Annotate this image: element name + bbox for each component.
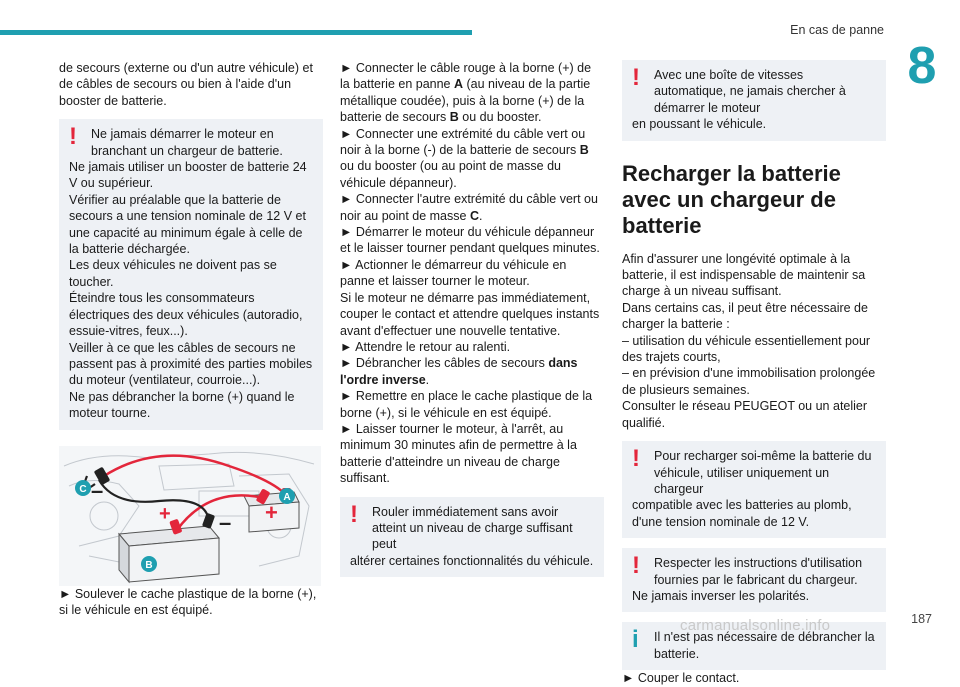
jumpstart-illustration bbox=[59, 446, 321, 586]
label-a bbox=[279, 488, 295, 504]
svg-text:+: + bbox=[159, 502, 171, 525]
warning-line: Les deux véhicules ne doivent pas se toucher. bbox=[69, 258, 277, 289]
warning-box-instructions bbox=[622, 548, 886, 612]
warning-line: Ne pas débrancher la borne (+) quand le moteur tourne. bbox=[69, 389, 295, 421]
svg-text:–: – bbox=[91, 477, 104, 503]
warning-first-line: Pour recharger soi-même la batterie du véhicule, utiliser uniquement un chargeur bbox=[654, 449, 872, 496]
label-c bbox=[75, 480, 91, 496]
warning-line: Ne jamais inverser les polarités. bbox=[632, 588, 810, 603]
info-text: Il n'est pas nécessaire de débrancher la batterie. bbox=[654, 630, 875, 661]
header-accent-bar bbox=[0, 30, 472, 35]
chapter-number: 8 bbox=[907, 37, 937, 95]
warning-line: Éteindre tous les consommateurs électriques des deux véhicules (autoradio, essuie-vitres, feux...). bbox=[69, 291, 303, 339]
svg-text:A: A bbox=[283, 491, 291, 503]
step-connect-red: ► Connecter le câble rouge à la borne (+) de la batterie en panne A (au niveau de la partie métallique coudée), puis à la borne (+) de la batterie de secours B ou du booster. bbox=[340, 61, 592, 125]
warning-first-line: Respecter les instructions d'utilisation fournies par le fabricant du chargeur. bbox=[654, 556, 863, 587]
warning-line: compatible avec les batteries au plomb, d'une tension nominale de 12 V. bbox=[632, 498, 852, 529]
warning-icon: ! bbox=[350, 500, 358, 528]
step-disconnect: ► Débrancher les câbles de secours dans l'ordre inverse. bbox=[340, 356, 578, 387]
step-idle: ► Attendre le retour au ralenti. bbox=[340, 339, 511, 354]
note-retry: Si le moteur ne démarre pas immédiatement, couper le contact et attendre quelques instants avant d'effectuer une nouvelle tentative. bbox=[340, 290, 600, 338]
step-ignition-off: ► Couper le contact. bbox=[622, 671, 740, 686]
step-crank: ► Actionner le démarreur du véhicule en panne et laisser tourner le moteur. bbox=[340, 257, 567, 289]
warning-first-line: Avec une boîte de vitesses automatique, ne jamais chercher à démarrer le moteur bbox=[654, 68, 846, 115]
section-heading: Recharger la batterie avec un chargeur de batterie bbox=[622, 160, 841, 238]
step-replace-cover: ► Remettre en place le cache plastique de la borne (+), si le véhicule en est équipé. bbox=[340, 389, 593, 420]
list-item: – utilisation du véhicule essentiellement pour des trajets courts, bbox=[622, 333, 871, 365]
warning-box-charge bbox=[340, 497, 604, 578]
warning-first-line: Rouler immédiatement sans avoir atteint un niveau de charge suffisant peut bbox=[372, 504, 573, 552]
list-item: – en prévision d'une immobilisation prolongée de plusieurs semaines. bbox=[622, 366, 876, 397]
warning-line: Ne jamais utiliser un booster de batterie 24 V ou supérieur. bbox=[69, 160, 307, 191]
warning-box-automatic bbox=[622, 60, 886, 141]
warning-line: Veiller à ce que les câbles de secours ne passent pas à proximité des parties mobiles du moteur (ventilateur, courroie...). bbox=[69, 340, 313, 388]
warning-box-charger bbox=[622, 441, 886, 538]
svg-text:+: + bbox=[265, 499, 278, 525]
warning-icon: ! bbox=[632, 552, 640, 580]
step-lift-cover: ► Soulever le cache plastique de la borne (+), si le véhicule en est équipé. bbox=[59, 586, 317, 617]
intro-text: de secours (externe ou d'un autre véhicule) et de câbles de secours ou bien à l'aide d'un booster de batterie. bbox=[59, 61, 313, 108]
warning-icon: ! bbox=[69, 123, 77, 151]
label-b bbox=[141, 556, 157, 572]
section-title: En cas de panne bbox=[790, 23, 884, 37]
step-connect-black: ► Connecter une extrémité du câble vert ou noir à la borne (-) de la batterie de secours B ou du booster (ou au point de masse du véhicule dépanneur). bbox=[340, 126, 589, 190]
warning-first-line: Ne jamais démarrer le moteur en branchant un chargeur de batterie. bbox=[91, 127, 283, 158]
step-connect-ground: ► Connecter l'autre extrémité du câble vert ou noir au point de masse C. bbox=[340, 192, 598, 223]
page-number: 187 bbox=[911, 612, 932, 626]
step-run-engine: ► Laisser tourner le moteur, à l'arrêt, au minimum 30 minutes afin de permettre à la batterie d'atteindre un niveau de charge suffisant. bbox=[340, 421, 577, 486]
warning-line: en poussant le véhicule. bbox=[632, 117, 767, 132]
paragraph: Afin d'assurer une longévité optimale à la batterie, il est indispensable de maintenir sa charge à un niveau suffisant. bbox=[622, 251, 866, 299]
warning-line: Vérifier au préalable que la batterie de secours a une tension nominale de 12 V et une capacité au minimum égale à celle de la batterie déchargée. bbox=[69, 192, 306, 257]
svg-text:B: B bbox=[145, 559, 153, 571]
step-start-donor: ► Démarrer le moteur du véhicule dépanneur et le laisser tourner pendant quelques minutes. bbox=[340, 225, 600, 256]
battery-b bbox=[119, 526, 219, 582]
paragraph: Consulter le réseau PEUGEOT ou un atelier qualifié. bbox=[622, 399, 868, 430]
paragraph: Dans certains cas, il peut être nécessaire de charger la batterie : bbox=[622, 300, 868, 332]
svg-text:–: – bbox=[219, 509, 232, 535]
column-2 bbox=[340, 60, 604, 577]
info-icon: i bbox=[632, 626, 639, 654]
watermark: carmanualsonline.info bbox=[680, 617, 831, 634]
warning-icon: ! bbox=[632, 445, 640, 473]
svg-text:C: C bbox=[79, 483, 87, 495]
warning-icon: ! bbox=[632, 64, 640, 91]
warning-line: altérer certaines fonctionnalités du véhicule. bbox=[350, 553, 594, 568]
warning-box-jumpstart bbox=[59, 119, 323, 429]
column-3 bbox=[622, 60, 886, 687]
column-1 bbox=[59, 60, 323, 618]
